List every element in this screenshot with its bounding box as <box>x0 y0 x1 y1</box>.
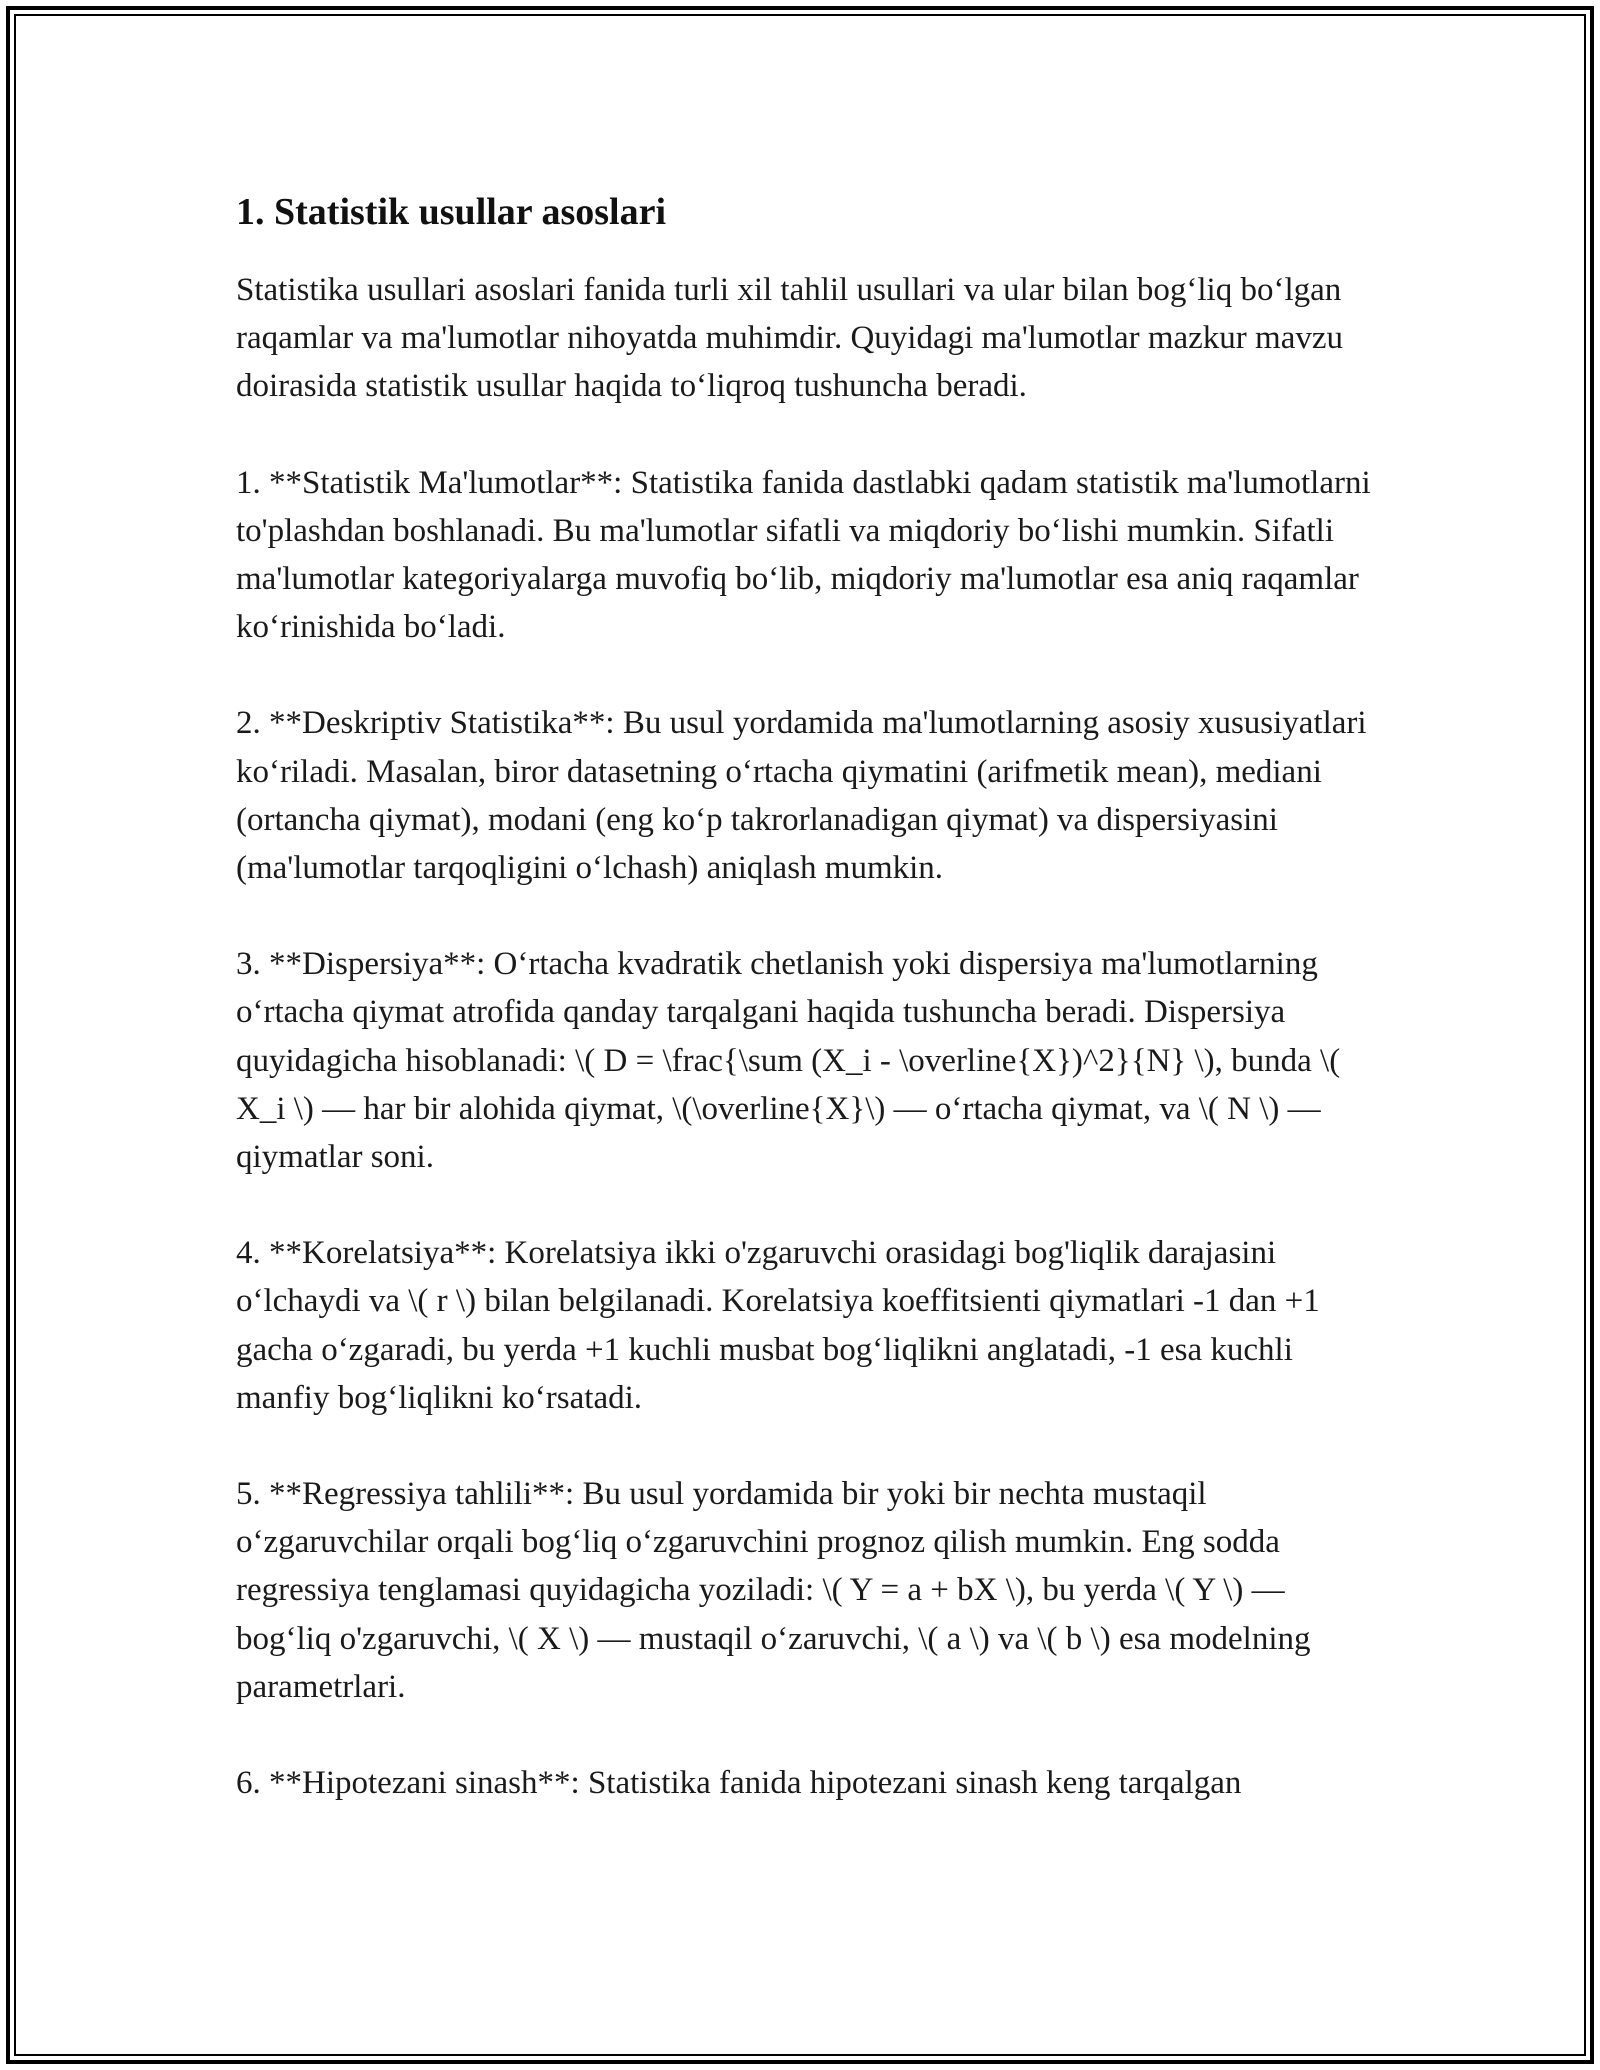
paragraph-dispersiya: 3. **Dispersiya**: O‘rtacha kvadratik chetlanish yoki dispersiya ma'lumotlarning o‘rtacha qiymat atrofida qanday tarqalgani haqida tushuncha beradi. Dispersiya quyidagicha hisoblanadi: \( D = \frac{\sum (X_i - \overline{X})^2}{N} \), bunda \( X_i \) — har bir alohida qiymat, \(\overline{X}\) — o‘rtacha qiymat, va \( N \) — qiymatlar soni. <box>236 946 1341 1176</box>
paragraph-regressiya-tahlili: 5. **Regressiya tahlili**: Bu usul yordamida bir yoki bir nechta mustaqil o‘zgaruvchilar orqali bog‘liq o‘zgaruvchini prognoz qilish mumkin. Eng sodda regressiya tenglamasi quyidagicha yoziladi: \( Y = a + bX \), bu yerda \( Y \) — bog‘liq o'zgaruvchi, \( X \) — mustaqil o‘zaruvchi, \( a \) va \( b \) esa modelning parametrlari. <box>236 1476 1311 1705</box>
document-body <box>236 186 1376 1855</box>
intro-paragraph: Statistika usullari asoslari fanida turli xil tahlil usullari va ular bilan bog‘liq bo‘lgan raqamlar va ma'lumotlar nihoyatda muhimdir. Quyidagi ma'lumotlar mazkur mavzu doirasida statistik usullar haqida to‘liqroq tushuncha beradi. <box>236 272 1343 405</box>
paragraph-deskriptiv-statistika: 2. **Deskriptiv Statistika**: Bu usul yordamida ma'lumotlarning asosiy xususiyatlari ko‘riladi. Masalan, biror datasetning o‘rtacha qiymatini (arifmetik mean), mediani (ortancha qiymat), modani (eng ko‘p takrorlanadigan qiymat) va dispersiyasini (ma'lumotlar tarqoqligini o‘lchash) aniqlash mumkin. <box>236 705 1367 887</box>
paragraph-korelatsiya: 4. **Korelatsiya**: Korelatsiya ikki o'zgaruvchi orasidagi bog'liqlik darajasini o‘lchaydi va \( r \) bilan belgilanadi. Korelatsiya koeffitsienti qiymatlari -1 dan +1 gacha o‘zgaradi, bu yerda +1 kuchli musbat bog‘liqlikni anglatadi, -1 esa kuchli manfiy bog‘liqlikni ko‘rsatadi. <box>236 1235 1320 1416</box>
paragraph-statistik-malumotlar: 1. **Statistik Ma'lumotlar**: Statistika fanida dastlabki qadam statistik ma'lumotlarni to'plashdan boshlanadi. Bu ma'lumotlar sifatli va miqdoriy bo‘lishi mumkin. Sifatli ma'lumotlar kategoriyalarga muvofiq bo‘lib, miqdoriy ma'lumotlar esa aniq raqamlar ko‘rinishida bo‘ladi. <box>236 464 1371 646</box>
paragraph-hipotezani-sinash: 6. **Hipotezani sinash**: Statistika fanida hipotezani sinash keng tarqalgan <box>236 1765 1242 1802</box>
section-title: 1. Statistik usullar asoslari <box>236 191 667 233</box>
